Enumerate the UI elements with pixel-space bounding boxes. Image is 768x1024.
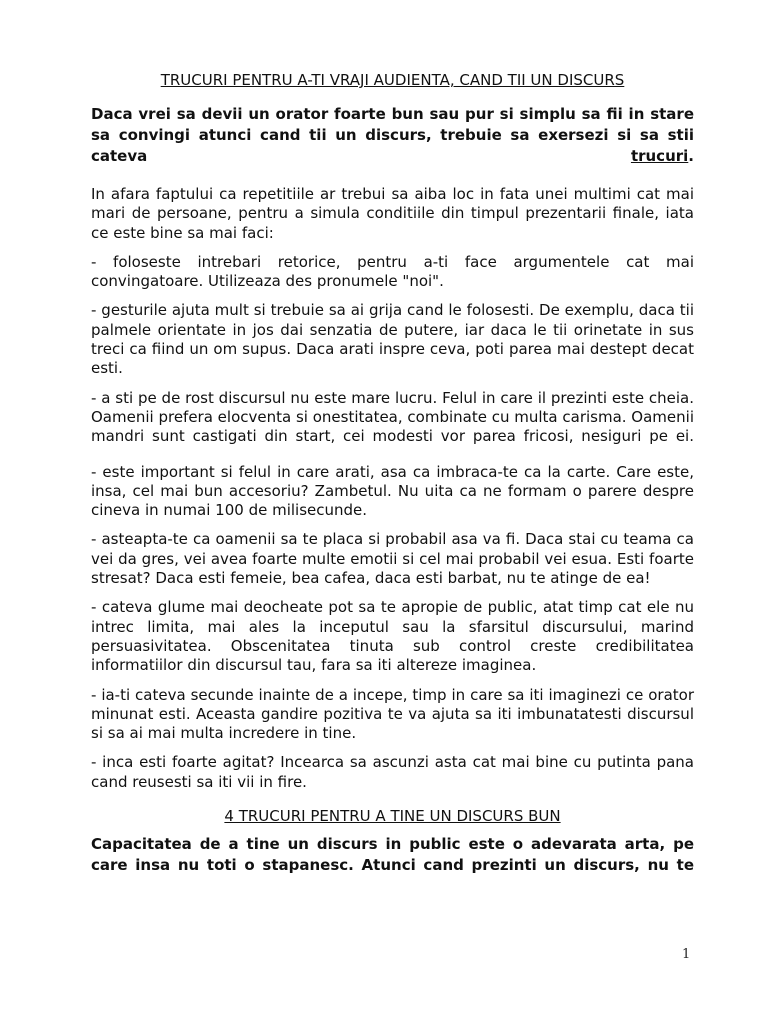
section2-title: 4 TRUCURI PENTRU A TINE UN DISCURS BUN xyxy=(224,807,561,826)
paragraph-6: - asteapta-te ca oamenii sa te placa si probabil asa va fi. Daca stai cu teama ca vei da gres, vei avea foarte multe emotii si cel mai probabil vei esua. Esti foarte stresat? Daca esti femeie, bea cafea, daca esti barbat, nu te atinge de ea! xyxy=(91,530,694,588)
paragraph-8: - ia-ti cateva secunde inainte de a incepe, timp in care sa iti imaginezi ce orator minunat esti. Aceasta gandire pozitiva te va ajuta sa iti imbunatatesti discursul si sa ai mai multa incredere in tine. xyxy=(91,685,694,743)
paragraph-3: - gesturile ajuta mult si trebuie sa ai grija cand le folosesti. De exemplu, daca tii palmele orientate in jos dai senzatia de putere, iar daca le tii orinetate in sus treci ca fiind un om supus. Daca arati inspre ceva, poti parea mai destept decat esti. xyxy=(91,301,694,378)
page-number: 1 xyxy=(682,947,691,962)
intro-text: Daca vrei sa devii un orator foarte bun sau pur si simplu sa fii in stare sa convingi atunci cand tii un discurs, trebuie sa exersezi si sa stii cateva xyxy=(91,105,694,165)
paragraph-7: - cateva glume mai deocheate pot sa te apropie de public, atat timp cat ele nu intrec limita, mai ales la inceputul sau la sfarsitul discursului, marind persuasivitatea. Obscenitatea tinuta sub control creste credibilitatea informatiilor din discursul tau, fara sa iti altereze imaginea. xyxy=(91,598,694,675)
document-title: TRUCURI PENTRU A-TI VRAJI AUDIENTA, CAND TII UN DISCURS xyxy=(160,71,625,89)
intro-paragraph xyxy=(91,104,694,167)
intro-end: . xyxy=(688,147,694,165)
paragraph-9: - inca esti foarte agitat? Incearca sa ascunzi asta cat mai bine cu putinta pana cand reusesti sa iti vii in fire. xyxy=(91,753,694,791)
paragraph-5: - este important si felul in care arati, asa ca imbraca-te ca la carte. Care este, insa, cel mai bun accesoriu? Zambetul. Nu uita ca ne formam o parere despre cineva in numai 100 de milisecunde. xyxy=(91,462,694,520)
paragraph-1: In afara faptului ca repetitiile ar trebui sa aiba loc in fata unei multimi cat mai mari de persoane, pentru a simula conditiile din timpul prezentarii finale, iata ce este bine sa mai faci: xyxy=(91,185,694,242)
paragraph-2: - foloseste intrebari retorice, pentru a-ti face argumentele cat mai convingatoare. Utilizeaza des pronumele "noi". xyxy=(91,252,694,291)
trucuri-link[interactable]: trucuri xyxy=(630,147,689,165)
page-content xyxy=(91,70,694,876)
paragraph-4: - a sti pe de rost discursul nu este mare lucru. Felul in care il prezinti este cheia. Oamenii prefera elocventa si onestitatea, combinate cu multa carisma. Oamenii mandri sunt castigati din start, cei modesti vor parea fricosi, nesiguri pe ei. xyxy=(91,388,694,446)
section2-intro: Capacitatea de a tine un discurs in public este o adevarata arta, pe care insa nu toti o stapanesc. Atunci cand prezinti un discurs, nu te xyxy=(91,835,694,875)
